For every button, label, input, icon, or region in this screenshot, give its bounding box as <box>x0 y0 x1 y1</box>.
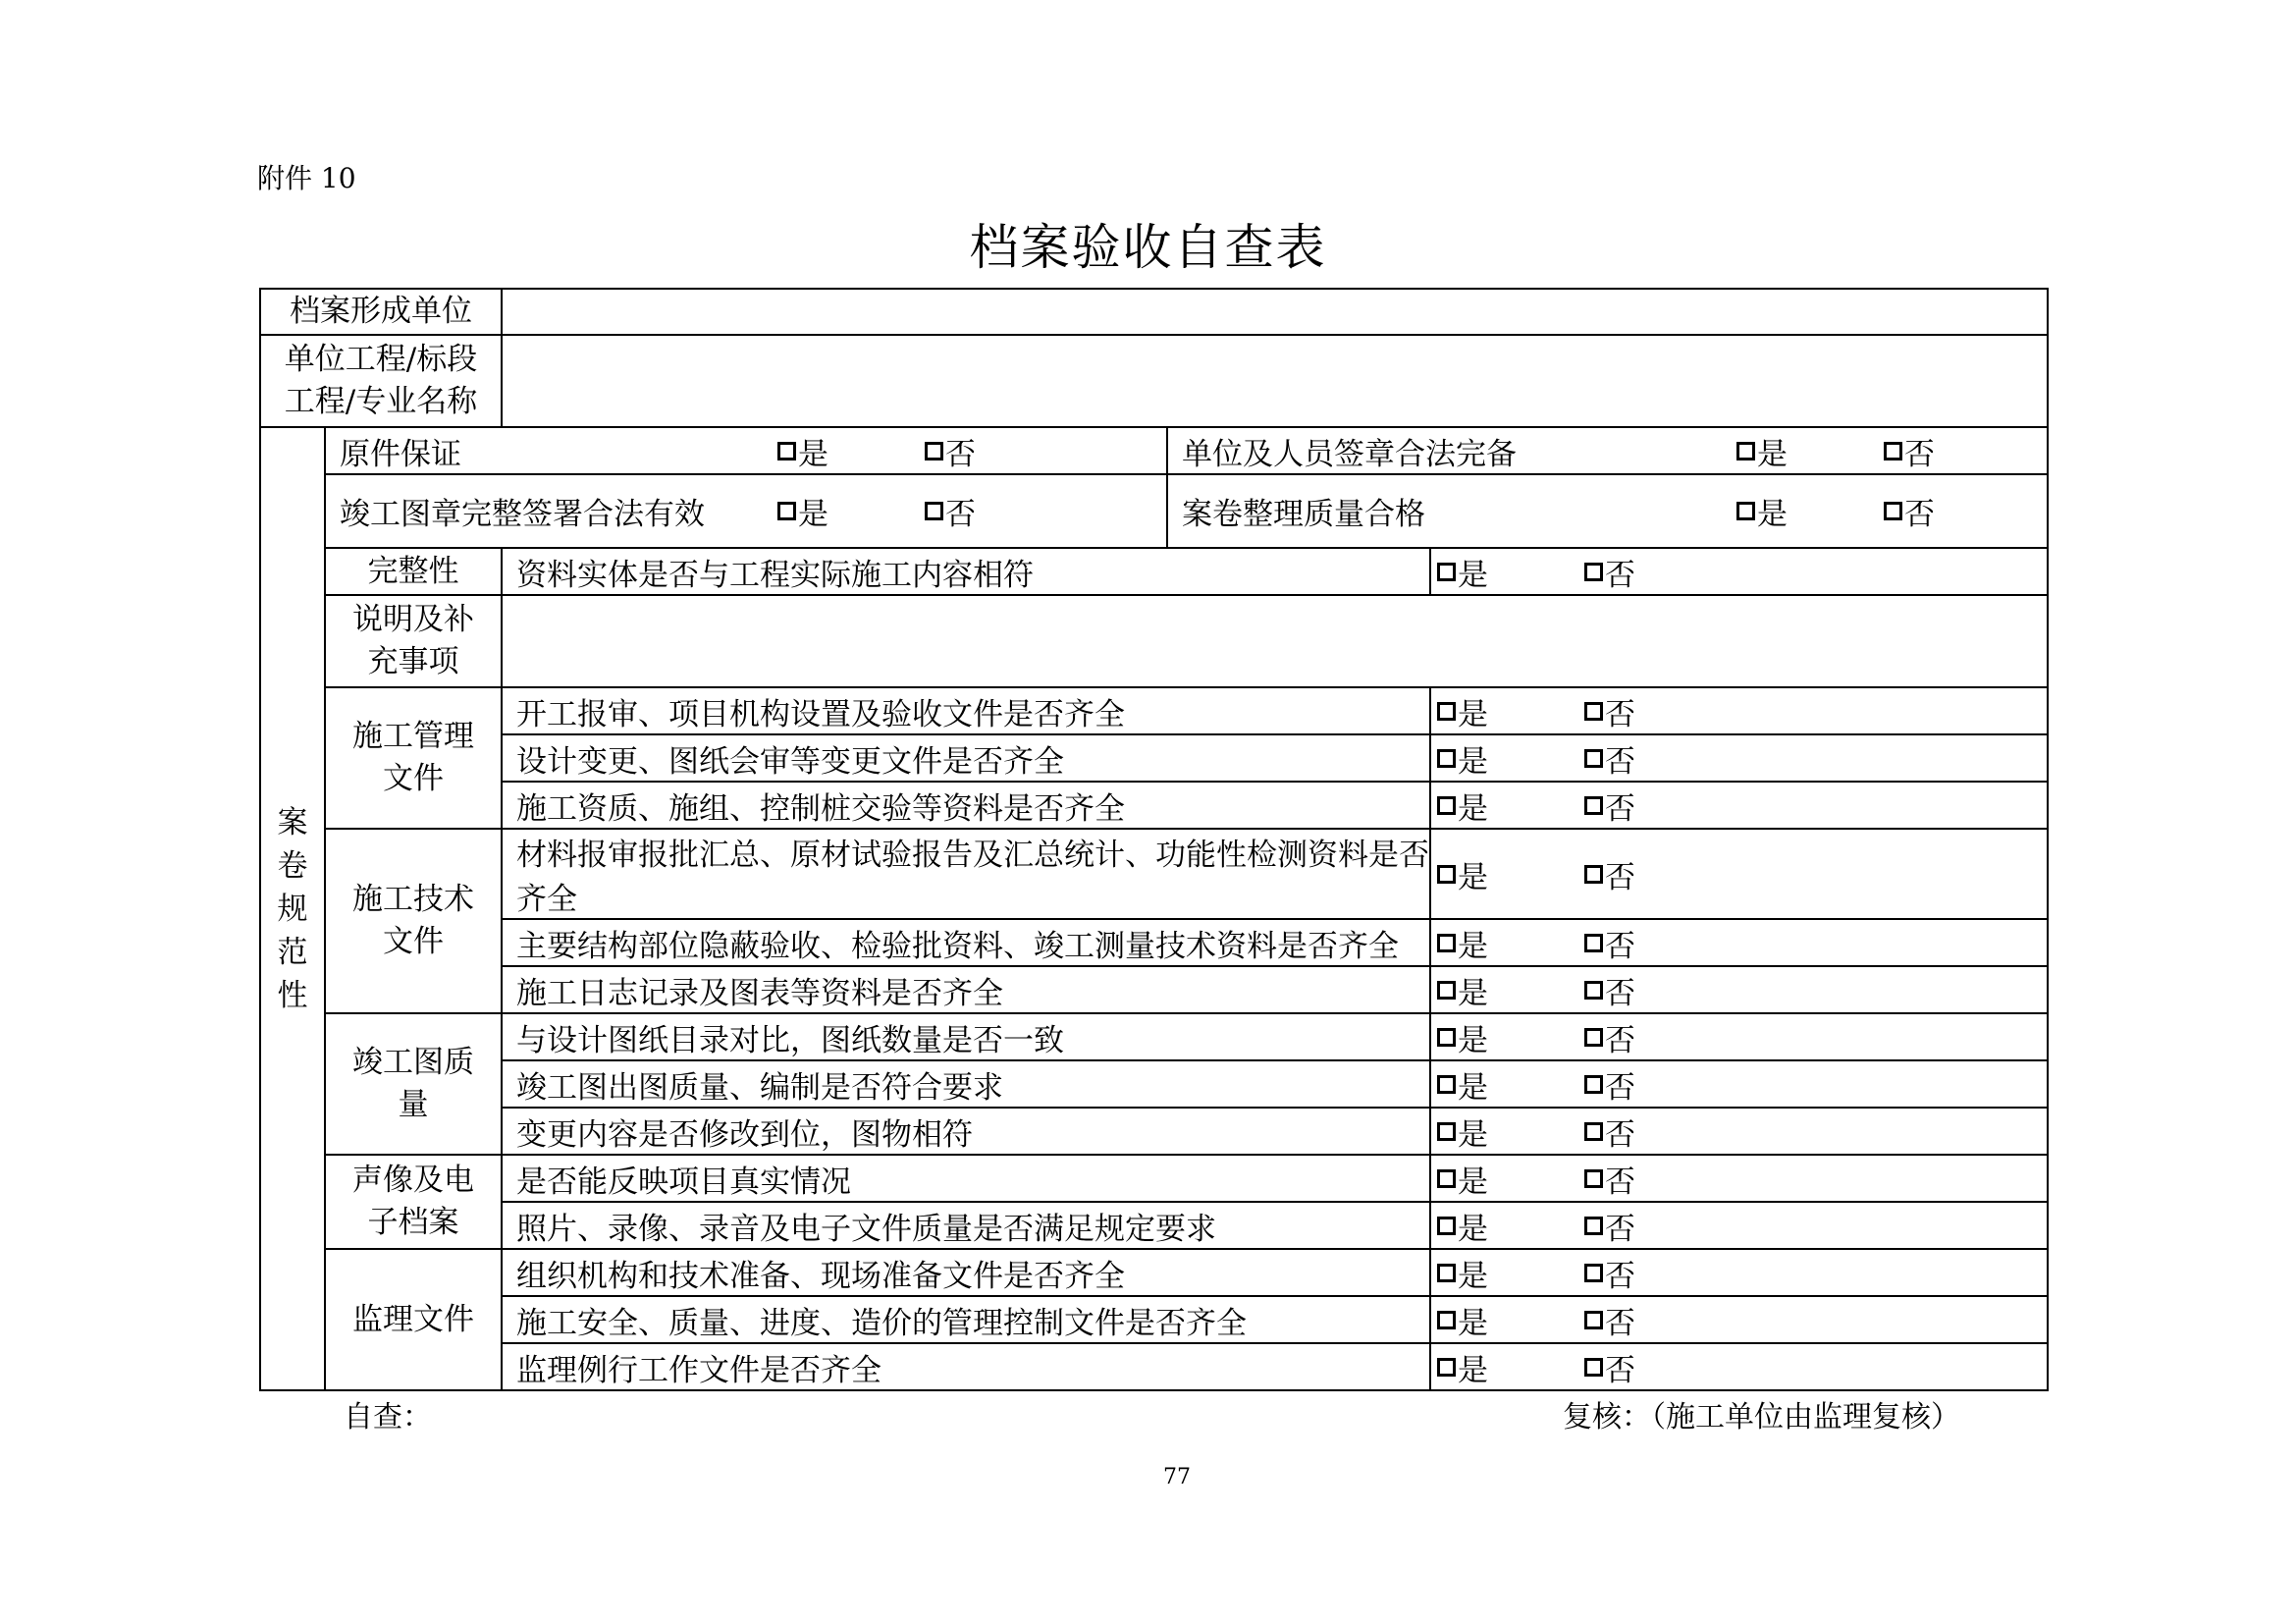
checkbox-yes[interactable] <box>1437 796 1456 815</box>
no-option[interactable] <box>1584 1110 1635 1154</box>
no-option[interactable] <box>1584 968 1635 1012</box>
no-option[interactable] <box>1884 489 1935 533</box>
section-label <box>260 427 325 1390</box>
table-row <box>260 1060 2048 1108</box>
yes-option[interactable] <box>1437 1204 1488 1248</box>
no-label: 否 <box>1605 696 1635 732</box>
yes-option[interactable] <box>1437 689 1488 733</box>
checkbox-yes[interactable] <box>1736 502 1755 520</box>
table-row <box>260 966 2048 1013</box>
no-label: 否 <box>1605 790 1635 827</box>
checkbox-no[interactable] <box>1584 749 1603 768</box>
top-check-left <box>325 427 1167 474</box>
table-row <box>260 1249 2048 1296</box>
checkbox-yes[interactable] <box>1437 563 1456 581</box>
yes-option[interactable] <box>1437 968 1488 1012</box>
no-label: 否 <box>1605 743 1635 780</box>
review-label: 复核：（施工单位由监理复核） <box>1563 1400 1960 1435</box>
unit-field[interactable] <box>502 289 2048 335</box>
table-row <box>260 289 2048 335</box>
yes-label: 是 <box>1458 975 1488 1011</box>
no-option[interactable] <box>1584 784 1635 828</box>
no-label: 否 <box>1605 1022 1635 1058</box>
group-label-line: 竣工图质 <box>352 1045 474 1080</box>
check-item: 与设计图纸目录对比，图纸数量是否一致 <box>502 1013 1430 1060</box>
group-label-line: 量 <box>398 1087 429 1122</box>
self-check-label: 自查： <box>344 1400 432 1435</box>
group-label-line: 施工管理 <box>352 719 474 754</box>
no-label: 否 <box>1605 1352 1635 1388</box>
no-label: 否 <box>1605 859 1635 895</box>
self-check-table <box>259 288 2049 1391</box>
table-row <box>260 919 2048 966</box>
group-label-line: 文件 <box>383 761 444 796</box>
project-label-line: 工程/专业名称 <box>284 384 478 419</box>
group-label-line: 子档案 <box>367 1205 459 1240</box>
yes-label: 是 <box>798 436 828 472</box>
no-option[interactable] <box>1584 550 1635 594</box>
table-row <box>260 1155 2048 1202</box>
notes-label-line: 说明及补 <box>352 602 474 637</box>
checkbox-no[interactable] <box>1584 702 1603 721</box>
table-row <box>260 427 2048 474</box>
checkbox-no[interactable] <box>925 502 943 520</box>
checkbox-no[interactable] <box>1584 1169 1603 1188</box>
check-label: 案卷整理质量合格 <box>1182 497 1425 532</box>
check-item: 开工报审、项目机构设置及验收文件是否齐全 <box>502 687 1430 734</box>
check-item: 材料报审报批汇总、原材试验报告及汇总统计、功能性检测资料是否齐全 <box>502 829 1430 919</box>
group-label-line: 施工技术 <box>352 882 474 917</box>
yes-option[interactable] <box>1437 1157 1488 1201</box>
yes-label: 是 <box>1458 1022 1488 1058</box>
yes-label: 是 <box>1458 790 1488 827</box>
table-row <box>260 1202 2048 1249</box>
completeness-text: 资料实体是否与工程实际施工内容相符 <box>502 548 1430 595</box>
checkbox-yes[interactable] <box>777 502 796 520</box>
table-row <box>260 474 2048 548</box>
no-label: 否 <box>1605 1258 1635 1294</box>
check-item: 是否能反映项目真实情况 <box>502 1155 1430 1202</box>
no-label: 否 <box>1605 557 1635 593</box>
table-row <box>260 335 2048 427</box>
checkbox-yes[interactable] <box>1437 1122 1456 1141</box>
yes-option[interactable] <box>1437 1298 1488 1342</box>
yes-option[interactable] <box>1736 489 1788 533</box>
no-label: 否 <box>945 497 976 532</box>
yes-label: 是 <box>1458 1352 1488 1388</box>
table-row <box>260 687 2048 734</box>
yes-label: 是 <box>1458 1211 1488 1247</box>
yes-option[interactable] <box>777 489 828 533</box>
no-option[interactable] <box>1584 921 1635 965</box>
yes-label: 是 <box>1458 859 1488 895</box>
no-label: 否 <box>1605 1211 1635 1247</box>
notes-label <box>325 595 502 687</box>
yes-option[interactable] <box>1437 1110 1488 1154</box>
checkbox-no[interactable] <box>1884 502 1902 520</box>
checkbox-yes[interactable] <box>1437 865 1456 884</box>
checkbox-no[interactable] <box>1584 934 1603 952</box>
checkbox-no[interactable] <box>1584 796 1603 815</box>
table-row <box>260 829 2048 919</box>
checkbox-no[interactable] <box>1584 981 1603 1000</box>
group-label <box>325 829 502 1013</box>
no-option[interactable] <box>1584 689 1635 733</box>
check-item: 设计变更、图纸会审等变更文件是否齐全 <box>502 734 1430 782</box>
group-label <box>325 1013 502 1155</box>
unit-label: 档案形成单位 <box>260 289 502 335</box>
yes-label: 是 <box>1458 1164 1488 1200</box>
check-item: 施工日志记录及图表等资料是否齐全 <box>502 966 1430 1013</box>
completeness-label: 完整性 <box>325 548 502 595</box>
table-row <box>260 1108 2048 1155</box>
yes-option[interactable] <box>1437 550 1488 594</box>
table-row <box>260 595 2048 687</box>
checkbox-yes[interactable] <box>777 442 796 460</box>
checkbox-yes[interactable] <box>1437 1217 1456 1235</box>
no-option[interactable] <box>1584 1062 1635 1107</box>
project-field[interactable] <box>502 335 2048 427</box>
group-label-line: 声像及电 <box>352 1163 474 1198</box>
check-item: 组织机构和技术准备、现场准备文件是否齐全 <box>502 1249 1430 1296</box>
section-char: 案 <box>277 804 308 840</box>
check-label: 原件保证 <box>340 436 461 472</box>
section-char: 卷 <box>277 847 308 884</box>
yes-label: 是 <box>1757 436 1788 472</box>
check-item: 施工安全、质量、进度、造价的管理控制文件是否齐全 <box>502 1296 1430 1343</box>
top-check-right <box>1167 474 2048 548</box>
no-label: 否 <box>1904 436 1935 472</box>
yes-label: 是 <box>1458 743 1488 780</box>
no-option[interactable] <box>1584 1157 1635 1201</box>
top-check-right <box>1167 427 2048 474</box>
yes-label: 是 <box>1458 557 1488 593</box>
table-row <box>260 782 2048 829</box>
notes-field[interactable] <box>502 595 2048 687</box>
no-option[interactable] <box>925 429 976 473</box>
no-label: 否 <box>1605 928 1635 964</box>
top-check-left <box>325 474 1167 548</box>
checkbox-no[interactable] <box>1584 1358 1603 1377</box>
no-option[interactable] <box>1584 1345 1635 1389</box>
yes-label: 是 <box>798 497 828 532</box>
yes-option[interactable] <box>1437 1345 1488 1389</box>
table-row <box>260 1296 2048 1343</box>
no-label: 否 <box>1605 1164 1635 1200</box>
no-label: 否 <box>1605 1069 1635 1106</box>
check-item: 竣工图出图质量、编制是否符合要求 <box>502 1060 1430 1108</box>
yes-label: 是 <box>1458 1069 1488 1106</box>
checkbox-no[interactable] <box>1584 1075 1603 1094</box>
check-item: 主要结构部位隐蔽验收、检验批资料、竣工测量技术资料是否齐全 <box>502 919 1430 966</box>
section-char: 范 <box>277 934 308 970</box>
no-option[interactable] <box>1584 1015 1635 1059</box>
checkbox-no[interactable] <box>1584 1264 1603 1282</box>
checkbox-yes[interactable] <box>1437 749 1456 768</box>
yes-option[interactable] <box>1437 852 1488 896</box>
checkbox-yes[interactable] <box>1437 1169 1456 1188</box>
no-option[interactable] <box>1584 852 1635 896</box>
checkbox-yes[interactable] <box>1437 1311 1456 1329</box>
checkbox-yes[interactable] <box>1437 1075 1456 1094</box>
yes-option[interactable] <box>1437 1015 1488 1059</box>
check-item: 施工资质、施组、控制桩交验等资料是否齐全 <box>502 782 1430 829</box>
yes-option[interactable] <box>777 429 828 473</box>
check-label: 竣工图章完整签署合法有效 <box>340 497 705 532</box>
checkbox-no[interactable] <box>1584 865 1603 884</box>
yes-label: 是 <box>1458 1116 1488 1153</box>
no-option[interactable] <box>1884 429 1935 473</box>
yes-label: 是 <box>1458 1258 1488 1294</box>
attachment-label: 附件 10 <box>257 162 356 194</box>
checkbox-no[interactable] <box>1584 563 1603 581</box>
yes-label: 是 <box>1458 1305 1488 1341</box>
table-row <box>260 548 2048 595</box>
project-label <box>260 335 502 427</box>
group-label <box>325 687 502 829</box>
no-option[interactable] <box>1584 1204 1635 1248</box>
no-option[interactable] <box>1584 1251 1635 1295</box>
no-label: 否 <box>1605 1305 1635 1341</box>
checkbox-no[interactable] <box>1584 1311 1603 1329</box>
no-label: 否 <box>1904 497 1935 532</box>
yes-option[interactable] <box>1437 736 1488 781</box>
checkbox-no[interactable] <box>925 442 943 460</box>
yes-option[interactable] <box>1437 1251 1488 1295</box>
page-number: 77 <box>1163 1465 1191 1489</box>
yes-option[interactable] <box>1437 1062 1488 1107</box>
yes-label: 是 <box>1458 928 1488 964</box>
no-option[interactable] <box>925 489 976 533</box>
checkbox-yes[interactable] <box>1437 981 1456 1000</box>
page-title: 档案验收自查表 <box>969 219 1327 276</box>
no-label: 否 <box>1605 975 1635 1011</box>
notes-label-line: 充事项 <box>367 644 459 679</box>
check-item: 监理例行工作文件是否齐全 <box>502 1343 1430 1390</box>
checkbox-yes[interactable] <box>1736 442 1755 460</box>
table-row <box>260 1013 2048 1060</box>
check-item: 变更内容是否修改到位，图物相符 <box>502 1108 1430 1155</box>
checkbox-yes[interactable] <box>1437 702 1456 721</box>
group-label <box>325 1249 502 1390</box>
project-label-line: 单位工程/标段 <box>284 342 478 377</box>
section-char: 规 <box>277 891 308 927</box>
group-label-line: 文件 <box>383 924 444 959</box>
no-option[interactable] <box>1584 736 1635 781</box>
checkbox-no[interactable] <box>1584 1217 1603 1235</box>
checkbox-yes[interactable] <box>1437 1028 1456 1047</box>
check-label: 单位及人员签章合法完备 <box>1182 436 1517 472</box>
no-label: 否 <box>945 436 976 472</box>
checkbox-yes[interactable] <box>1437 934 1456 952</box>
checkbox-no[interactable] <box>1584 1122 1603 1141</box>
group-label <box>325 1155 502 1249</box>
no-label: 否 <box>1605 1116 1635 1153</box>
check-item: 照片、录像、录音及电子文件质量是否满足规定要求 <box>502 1202 1430 1249</box>
no-option[interactable] <box>1584 1298 1635 1342</box>
table-row <box>260 734 2048 782</box>
checkbox-no[interactable] <box>1884 442 1902 460</box>
checkbox-yes[interactable] <box>1437 1358 1456 1377</box>
yes-label: 是 <box>1757 497 1788 532</box>
checkbox-yes[interactable] <box>1437 1264 1456 1282</box>
table-row <box>260 1343 2048 1390</box>
yes-option[interactable] <box>1736 429 1788 473</box>
yes-option[interactable] <box>1437 921 1488 965</box>
group-label-line: 监理文件 <box>352 1301 474 1337</box>
yes-label: 是 <box>1458 696 1488 732</box>
checkbox-no[interactable] <box>1584 1028 1603 1047</box>
yes-option[interactable] <box>1437 784 1488 828</box>
section-char: 性 <box>277 977 308 1013</box>
